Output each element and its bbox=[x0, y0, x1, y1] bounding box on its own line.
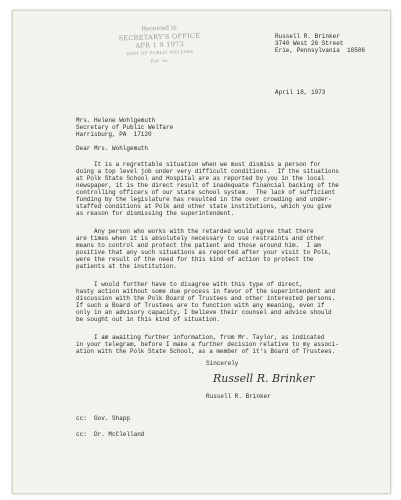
sender-street: 3740 West 26 Street bbox=[275, 40, 344, 47]
cc-line-governor: cc: Gov. Shapp bbox=[76, 415, 131, 422]
paragraph-3-line: discussion with the Polk Board of Trustees and other interested persons. bbox=[76, 295, 336, 302]
paragraph-2-line: are times when it is absolutely necessary to use restraints and other bbox=[76, 235, 325, 242]
stamp-line-2: SECRETARY'S OFFICE bbox=[118, 31, 201, 43]
paragraph-1-line: controlling officers of our state school system. The lack of sufficient bbox=[76, 189, 336, 196]
paragraph-1-line: as reason for dismissing the superintendent. bbox=[76, 210, 235, 217]
sender-name: Russell R. Brinker bbox=[275, 33, 340, 40]
recipient-title: Secretary of Public Welfare bbox=[76, 124, 174, 131]
paragraph-3-line: hasty action without some due process in favor of the superintendent and bbox=[76, 288, 336, 295]
paragraph-3-line: be sought out in this kind of situation. bbox=[76, 316, 221, 323]
paragraph-2-line: positive that any such situations as reported after your visit to Polk, bbox=[76, 249, 332, 256]
paragraph-4-line: ation with the Polk State School, as a member of it's Board of Trustees. bbox=[76, 348, 336, 355]
paragraph-4-line: in your telegram, before I make a further decision relative to my associ- bbox=[76, 341, 339, 348]
paragraph-1-line: doing a top level job under very difficult conditions. If the situations bbox=[76, 168, 339, 175]
paragraph-2-line: patients at the institution. bbox=[76, 263, 177, 270]
paragraph-1-line: staffed conditions at Polk and other state institutions, which you give bbox=[76, 203, 332, 210]
stamp-line-5: Ref. no. bbox=[150, 57, 170, 64]
stamp-line-4: DEPT OF PUBLIC WELFARE bbox=[126, 48, 194, 57]
recipient-city: Harrisburg, PA 17120 bbox=[76, 131, 152, 138]
handwritten-signature: Russell R. Brinker bbox=[213, 372, 315, 385]
stamp-line-3: APR 1 9 1973 bbox=[135, 40, 185, 50]
paragraph-2-line: means to control and protect the patient and those around him. I am bbox=[76, 242, 321, 249]
paragraph-1-line: It is a regrettable situation when we must dismiss a person for bbox=[76, 161, 321, 168]
sender-city: Erie, Pennsylvania 16506 bbox=[275, 47, 366, 54]
paragraph-2-line: were the result of the need for this kind of action to protect the bbox=[76, 256, 314, 263]
paragraph-3-line: If such a Board of Trustees are to function with any meaning, even if bbox=[76, 302, 325, 309]
paragraph-1-line: at Polk State School and Hospital are as reported by you in the local bbox=[76, 175, 325, 182]
signature-name: Russell R. Brinker bbox=[206, 393, 271, 400]
paragraph-1-line: newspaper, it is the direct result of inadequate financial backing of the bbox=[76, 182, 339, 189]
closing: Sincerely bbox=[206, 360, 239, 367]
paragraph-2-line: Any person who works with the retarded would agree that there bbox=[76, 228, 314, 235]
paragraph-1-line: funding by the legislature has resulted in the over crowding and under- bbox=[76, 196, 332, 203]
recipient-name: Mrs. Helene Wohlgemuth bbox=[76, 117, 156, 124]
cc-line-doctor: cc: Dr. McClelland bbox=[76, 431, 145, 438]
paragraph-3-line: I would further have to disagree with this type of direct, bbox=[76, 281, 303, 288]
paragraph-3-line: only in an advisory capacity, I believe their counsel and advice should bbox=[76, 309, 332, 316]
letter-date: April 18, 1973 bbox=[275, 89, 326, 96]
received-stamp bbox=[113, 23, 207, 84]
paragraph-4-line: I am awaiting further information, from Mr. Taylor, as indicated bbox=[76, 334, 325, 341]
letter-sheet bbox=[12, 10, 391, 494]
stamp-line-1: Received in bbox=[141, 24, 177, 33]
salutation: Dear Mrs. Wohlgemuth bbox=[76, 145, 149, 152]
letter-page bbox=[13, 11, 390, 493]
